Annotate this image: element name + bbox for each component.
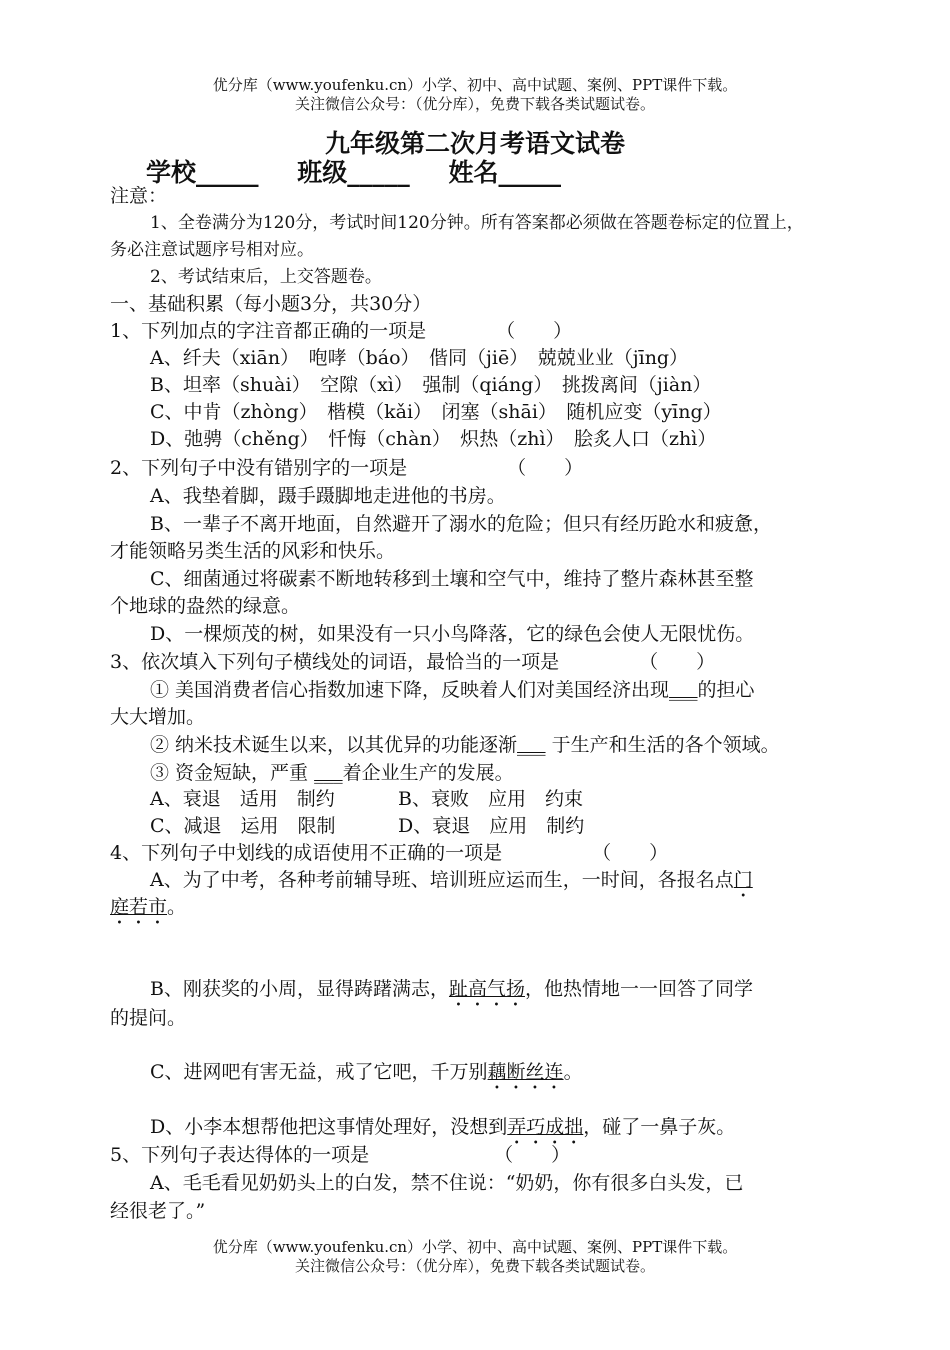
answer-paren[interactable]: （ ） [639, 651, 716, 673]
footer-wechat-line: 关注微信公众号：（优分库），免费下载各类试题试卷。 [294, 1257, 655, 1275]
underlined-idiom: 趾高气扬 [448, 978, 525, 1000]
answer-paren[interactable]: （ ） [507, 457, 584, 479]
answer-paren[interactable]: （ ） [496, 320, 573, 342]
q4-option-b-cont: 的提问。 [110, 1007, 187, 1029]
q4-option-a: A、为了中考，各种考前辅导班、培训班应运而生，一时间，各报名点门 [150, 869, 753, 891]
q5-option-a-cont: 经很老了。” [110, 1200, 206, 1222]
header-wechat-line: 关注微信公众号：（优分库），免费下载各类试题试卷。 [294, 95, 655, 113]
q2-option-b: B、一辈子不离开地面，自然避开了溺水的危险；但只有经历跄水和疲惫， [150, 513, 772, 535]
fill-blank[interactable]: ___ [669, 679, 698, 701]
underlined-idiom: 弄巧成拙 [507, 1116, 584, 1138]
note-1-cont: 务必注意试题序号相对应。 [110, 240, 314, 260]
q3-sentence-3: ③ 资金短缺，严重 ___着企业生产的发展。 [150, 762, 514, 784]
q3-sentence-1: ① 美国消费者信心指数加速下降，反映着人们对美国经济出现___的担心 [150, 679, 755, 701]
footer-promo-line: 优分库（www.youfenku.cn）小学、初中、高中试题、案例、PPT课件下载。 [212, 1238, 738, 1256]
answer-paren[interactable]: （ ） [494, 1144, 571, 1166]
q1-option-d: D、弛骋（chěng） 忏悔（chàn） 炽热（zhì） 脍炙人口（zhì） [150, 428, 717, 450]
q3-sentence-1-cont: 大大增加。 [110, 706, 206, 728]
question-5-stem: 5、下列句子表达得体的一项是 （ ） [110, 1144, 571, 1166]
q2-option-c: C、细菌通过将碳素不断地转移到土壤和空气中，维持了整片森林甚至整 [150, 568, 754, 590]
q3-option-c: C、减退 运用 限制 [150, 815, 336, 837]
section-1-heading: 一、基础积累（每小题3分，共30分） [110, 293, 432, 315]
underlined-idiom: 门 [733, 869, 753, 891]
student-info-fields [146, 153, 561, 189]
name-field[interactable]: 姓名_____ [448, 158, 561, 187]
q4-option-a-cont: 庭若市。 [110, 896, 187, 918]
q2-option-d: D、一棵烦茂的树，如果没有一只小鸟降落，它的绿色会使人无限忧伤。 [150, 623, 755, 645]
q1-option-c: C、中肯（zhòng） 楷模（kǎi） 闭塞（shāi） 随机应变（yīng） [150, 401, 722, 423]
note-1: 1、全卷满分为120分，考试时间120分钟。所有答案都必须做在答题卷标定的位置上， [150, 213, 804, 233]
question-4-stem: 4、下列句子中划线的成语使用不正确的一项是 （ ） [110, 842, 669, 864]
q4-option-c: C、进网吧有害无益，戒了它吧，千万别藕断丝连。 [150, 1061, 583, 1083]
fill-blank[interactable]: ___ [314, 762, 343, 784]
school-field[interactable]: 学校_____ [146, 158, 259, 187]
question-1-stem: 1、下列加点的字注音都正确的一项是 （ ） [110, 320, 573, 342]
q3-option-b: B、衰败 应用 约束 [398, 788, 583, 810]
q1-option-a: A、纤夫（xiān） 咆哮（báo） 偕同（jiē） 兢兢业业（jīng） [150, 347, 689, 369]
q2-option-a: A、我垫着脚，蹑手蹑脚地走进他的书房。 [150, 485, 506, 507]
q3-options-cd [150, 814, 584, 838]
q3-options-ab [150, 787, 583, 811]
note-2: 2、考试结束后，上交答题卷。 [150, 267, 382, 287]
page-title: 九年级第二次月考语文试卷 [324, 129, 625, 158]
q2-option-b-cont: 才能领略另类生活的风彩和快乐。 [110, 540, 396, 562]
underlined-idiom: 庭若市 [110, 896, 168, 918]
underlined-idiom: 藕断丝连 [487, 1061, 564, 1083]
fill-blank[interactable]: ___ [517, 734, 546, 756]
q3-option-d: D、衰退 应用 制约 [398, 815, 585, 837]
q4-option-b: B、刚获奖的小周，显得踌躇满志，趾高气扬，他热情地一一回答了同学 [150, 978, 753, 1000]
q3-sentence-2: ② 纳米技术诞生以来，以其优异的功能逐渐___ 于生产和生活的各个领域。 [150, 734, 780, 756]
class-field[interactable]: 班级_____ [297, 158, 410, 187]
q1-option-b: B、坦率（shuài） 空隙（xì） 强制（qiáng） 挑拨离间（jiàn） [150, 374, 712, 396]
q4-option-d: D、小李本想帮他把这事情处理好，没想到弄巧成拙，碰了一鼻子灰。 [150, 1116, 736, 1138]
question-2-stem: 2、下列句子中没有错别字的一项是 （ ） [110, 457, 584, 479]
q3-option-a: A、衰退 适用 制约 [150, 788, 335, 810]
q5-option-a: A、毛毛看见奶奶头上的白发，禁不住说：“奶奶，你有很多白头发，已 [150, 1172, 744, 1194]
q2-option-c-cont: 个地球的盎然的绿意。 [110, 595, 301, 617]
question-3-stem: 3、依次填入下列句子横线处的词语，最恰当的一项是 （ ） [110, 651, 716, 673]
header-promo-line: 优分库（www.youfenku.cn）小学、初中、高中试题、案例、PPT课件下载。 [212, 76, 738, 94]
notes-heading: 注意： [110, 185, 168, 207]
answer-paren[interactable]: （ ） [592, 842, 669, 864]
